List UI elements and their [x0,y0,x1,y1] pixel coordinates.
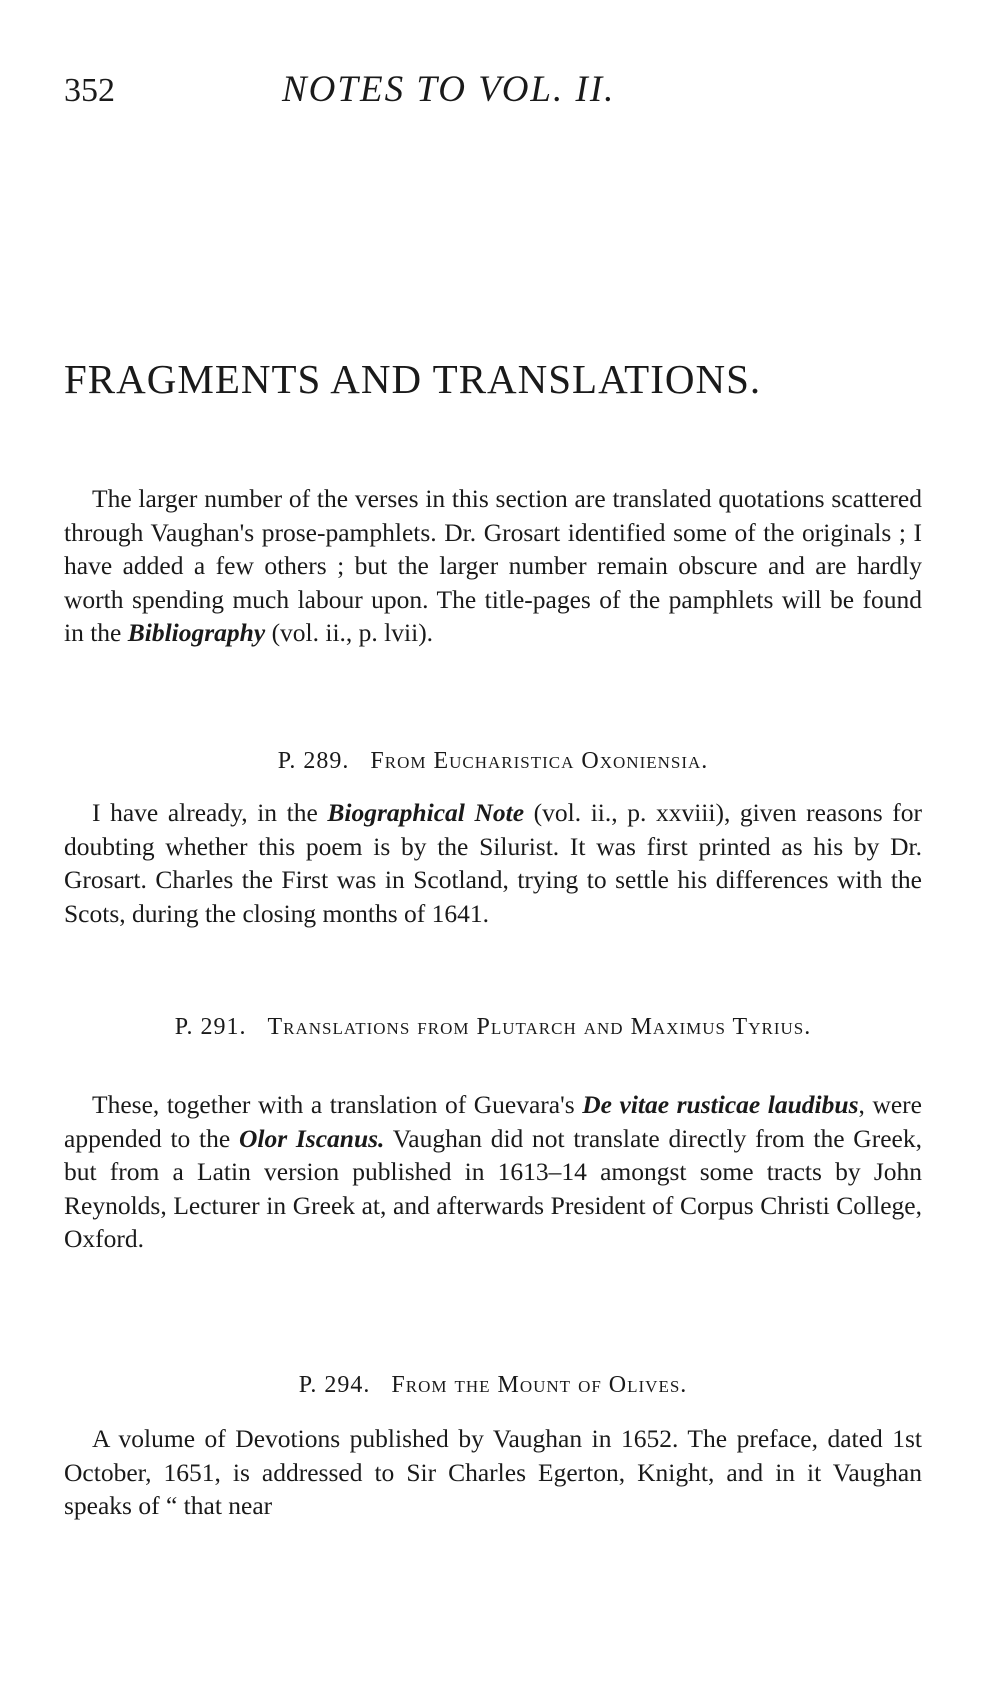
paragraph-text: These, together with a translation of Guevara's [92,1090,583,1119]
section-title: FRAGMENTS AND TRANSLATIONS. [64,356,762,402]
intro-italic-bibliography: Bibliography [127,618,266,647]
subsection-title: From the Mount of Olives. [391,1372,688,1398]
italic-biographical-note: Biographical Note [327,798,525,827]
subsection-title: From Eucharistica Oxoniensia. [370,748,709,774]
paragraph-text: I have already, in the [92,798,328,827]
paragraph-p291 [64,1088,922,1256]
page-number: 352 [64,72,115,109]
intro-paragraph [64,482,922,650]
paragraph-text: A volume of Devotions published by Vaughan in 1652. The preface, dated 1st October, 1651, is addressed to Sir Charles Egerton, Knight, and in it Vaughan speaks of “ that near [64,1424,922,1520]
subsection-title: Translations from Plutarch and Maximus Tyrius. [267,1014,812,1040]
subsection-heading-p289 [64,748,922,775]
running-head [64,62,704,122]
subsection-heading-p294 [64,1372,922,1399]
paragraph-text: , were appended to the [64,1090,922,1153]
italic-olor-iscanus: Olor Iscanus. [238,1123,385,1153]
intro-text-1: The larger number of the verses in this section are translated quotations scattered through Vaughan's prose-pamphlets. Dr. Grosart identified some of the originals ; I have added a few others ; but the larger number remain obscure and are hardly worth spending much labour upon. The title-pages of the pamphlets will be found in the [64,484,922,647]
intro-text-2: (vol. ii., p. lvii). [265,618,434,647]
page-reference: P. 291. [174,1014,247,1040]
paragraph-text: Vaughan did not translate directly from the Greek, but from a Latin version published in 1613–14 amongst some tracts by John Reynolds, Lecturer in Greek at, and afterwards President of Corpus Christi College, Oxford. [64,1123,922,1253]
paragraph-p289 [64,796,922,930]
paragraph-text: (vol. ii., p. xxviii), given reasons for doubting whether this poem is by the Silurist. It was first printed as his by Dr. Grosart. Charles the First was in Scotland, trying to settle his differences with the Scots, during the closing months of 1641. [64,798,922,928]
page-reference: P. 294. [298,1372,371,1398]
running-title: NOTES TO VOL. II. [282,69,616,110]
subsection-heading-p291 [64,1010,922,1044]
paragraph-p294 [64,1422,922,1523]
page-reference: P. 289. [277,748,350,774]
italic-de-vitae: De vitae rusticae laudibus [582,1090,859,1119]
